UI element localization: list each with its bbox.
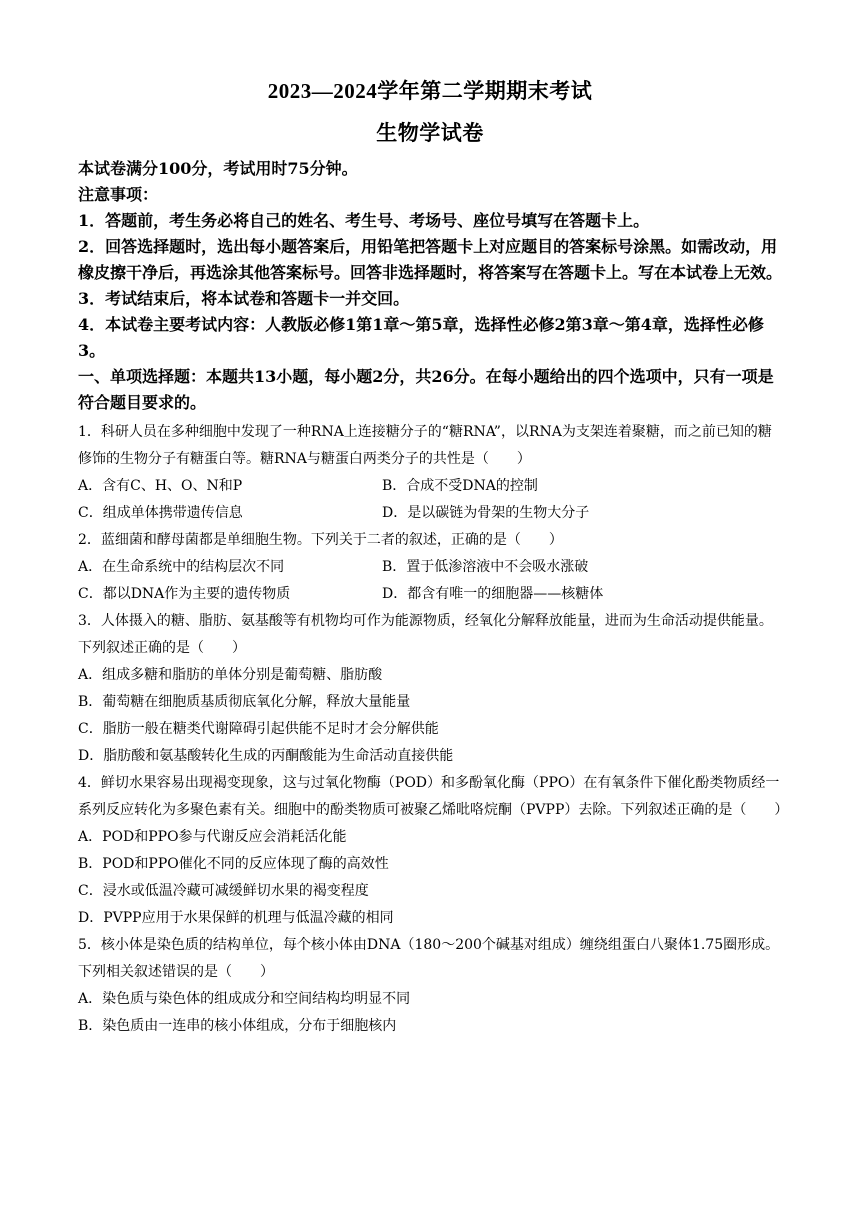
exam-title: 2023—2024学年第二学期期末考试: [267, 79, 593, 103]
question-stem: 1．科研人员在多种细胞中发现了一种RNA上连接糖分子的“糖RNA”，以RNA为支架连着聚糖，而之前已知的糖修饰的生物分子有糖蛋白等。糖RNA与糖蛋白两类分子的共性是（ ）: [78, 424, 772, 467]
option-a: A．组成多糖和脂肪的单体分别是葡萄糖、脂肪酸: [78, 667, 383, 683]
option-a: A．染色质与染色体的组成成分和空间结构均明显不同: [78, 991, 411, 1007]
option-a: A．POD和PPO参与代谢反应会消耗活化能: [78, 829, 347, 845]
notice-item: 3．考试结束后，将本试卷和答题卡一并交回。: [78, 289, 410, 308]
question-2: [78, 527, 784, 608]
option-c: C．脂肪一般在糖类代谢障碍引起供能不足时才会分解供能: [78, 721, 439, 737]
option-row: [78, 473, 784, 500]
score-time-note: 本试卷满分100分，考试用时75分钟。: [78, 159, 358, 178]
notice-heading: 注意事项：: [78, 185, 159, 204]
option-d: D．都含有唯一的细胞器——核糖体: [382, 586, 604, 602]
question-1: [78, 419, 784, 527]
section-heading: 一、单项选择题：本题共13小题，每小题2分，共26分。在每小题给出的四个选项中，只有一项是符合题目要求的。: [78, 367, 774, 412]
notice-item: 1．答题前，考生务必将自己的姓名、考生号、考场号、座位号填写在答题卡上。: [78, 211, 650, 230]
option-b: B．葡萄糖在细胞质基质彻底氧化分解，释放大量能量: [78, 694, 411, 710]
option-c: C．都以DNA作为主要的遗传物质: [78, 586, 291, 602]
option-d: D．是以碳链为骨架的生物大分子: [382, 505, 590, 521]
question-stem: 4．鲜切水果容易出现褐变现象，这与过氧化物酶（POD）和多酚氧化酶（PPO）在有氧条件下催化酚类物质经一系列反应转化为多聚色素有关。细胞中的酚类物质可被聚乙烯吡咯烷酮（PVPP）去除。下列叙述正确的是（ ）: [78, 775, 789, 818]
option-row: [78, 581, 784, 608]
exam-subtitle: 生物学试卷: [376, 121, 484, 145]
question-3: [78, 608, 784, 770]
question-5: [78, 932, 784, 1040]
option-c: C．组成单体携带遗传信息: [78, 505, 243, 521]
option-b: B．合成不受DNA的控制: [382, 478, 538, 494]
option-d: D．脂肪酸和氨基酸转化生成的丙酮酸能为生命活动直接供能: [78, 748, 454, 764]
option-row: [78, 500, 784, 527]
question-stem: 5．核小体是染色质的结构单位，每个核小体由DNA（180～200个碱基对组成）缠绕组蛋白八聚体1.75圈形成。下列相关叙述错误的是（ ）: [78, 937, 780, 980]
option-a: A．含有C、H、O、N和P: [78, 478, 243, 494]
notice-item: 2．回答选择题时，选出每小题答案后，用铅笔把答题卡上对应题目的答案标号涂黑。如需改动，用橡皮擦干净后，再选涂其他答案标号。回答非选择题时，将答案写在答题卡上。写在本试卷上无效。: [78, 237, 783, 282]
option-b: B．置于低渗溶液中不会吸水涨破: [382, 559, 589, 575]
notice-item: 4．本试卷主要考试内容：人教版必修1第1章～第5章，选择性必修2第3章～第4章，选择性必修3。: [78, 315, 764, 360]
question-stem: 2．蓝细菌和酵母菌都是单细胞生物。下列关于二者的叙述，正确的是（ ）: [78, 532, 563, 548]
question-stem: 3．人体摄入的糖、脂肪、氨基酸等有机物均可作为能源物质，经氧化分解释放能量，进而为生命活动提供能量。下列叙述正确的是（ ）: [78, 613, 773, 656]
option-row: [78, 554, 784, 581]
question-4: [78, 770, 789, 932]
option-b: B．POD和PPO催化不同的反应体现了酶的高效性: [78, 856, 389, 872]
exam-content: [78, 156, 789, 1040]
option-a: A．在生命系统中的结构层次不同: [78, 559, 285, 575]
option-c: C．浸水或低温冷藏可减缓鲜切水果的褐变程度: [78, 883, 369, 899]
option-b: B．染色质由一连串的核小体组成，分布于细胞核内: [78, 1018, 397, 1034]
option-d: D．PVPP应用于水果保鲜的机理与低温冷藏的相同: [78, 910, 394, 926]
